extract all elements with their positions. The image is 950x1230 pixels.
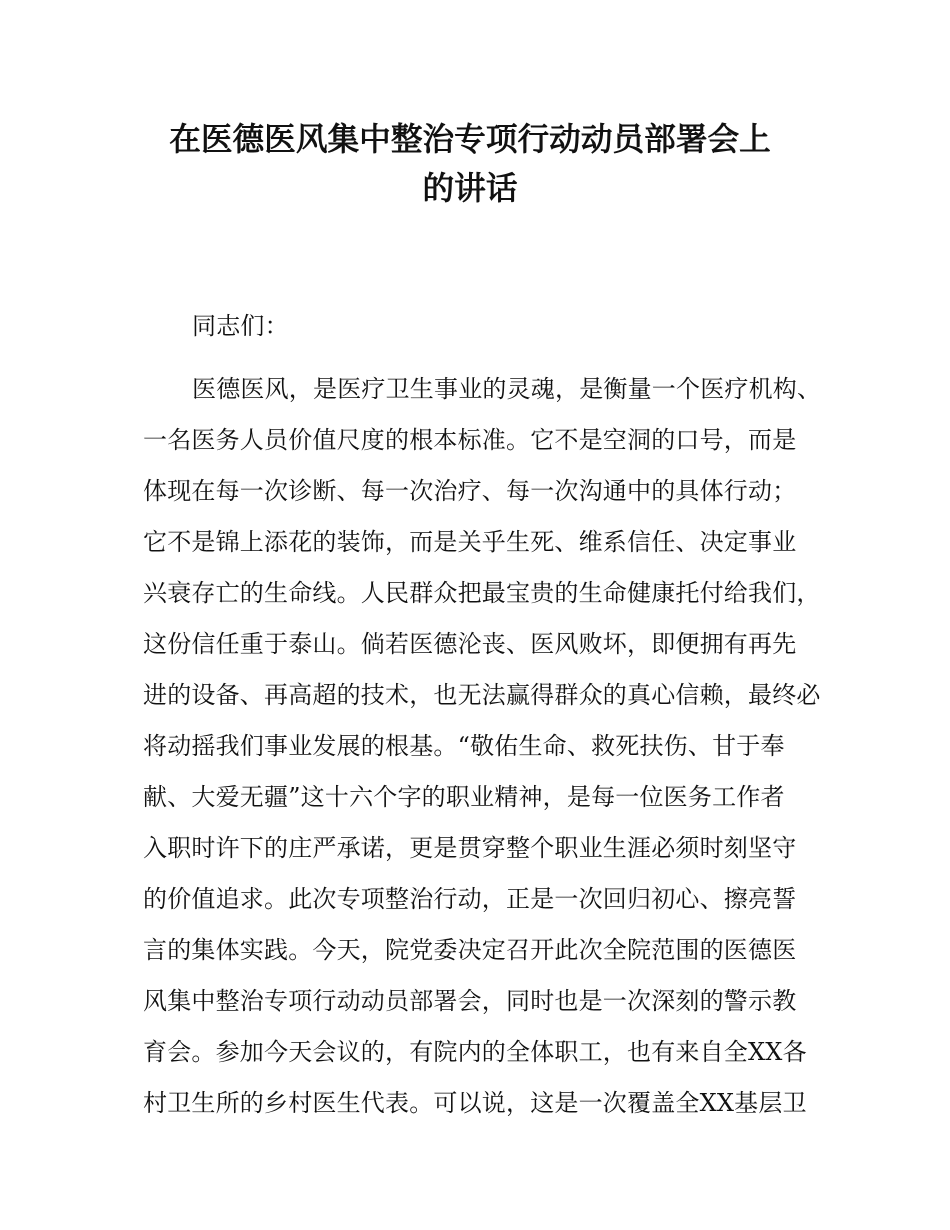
paragraph-line-2: 一名医务人员价值尺度的根本标准。它不是空洞的口号，而是 [143,426,797,454]
document-title-line-2: 的讲话 [422,169,518,207]
salutation: 同志们： [192,312,289,340]
paragraph-line-4: 它不是锦上添花的装饰，而是关乎生死、维系信任、决定事业 [143,528,797,556]
paragraph-line-15: 村卫生所的乡村医生代表。可以说，这是一次覆盖全XX基层卫 [143,1089,807,1117]
paragraph-line-1: 医德医风，是医疗卫生事业的灵魂，是衡量一个医疗机构、 [192,375,822,403]
paragraph-line-7: 进的设备、再高超的技术，也无法赢得群众的真心信赖，最终必 [143,681,821,709]
paragraph-line-11: 的价值追求。此次专项整治行动，正是一次回归初心、擦亮誓 [143,885,797,913]
paragraph-line-14: 育会。参加今天会议的，有院内的全体职工，也有来自全XX各 [143,1038,807,1066]
paragraph-line-3: 体现在每一次诊断、每一次治疗、每一次沟通中的具体行动； [143,477,797,505]
paragraph-line-10: 入职时许下的庄严承诺，更是贯穿整个职业生涯必须时刻坚守 [143,834,797,862]
document-title-line-1: 在医德医风集中整治专项行动动员部署会上 [169,120,771,158]
paragraph-line-12: 言的集体实践。今天，院党委决定召开此次全院范围的医德医 [143,936,797,964]
paragraph-line-9: 献、大爱无疆”这十六个字的职业精神，是每一位医务工作者 [143,783,785,811]
paragraph-line-5: 兴衰存亡的生命线。人民群众把最宝贵的生命健康托付给我们， [143,579,821,607]
paragraph-line-8: 将动摇我们事业发展的根基。“敬佑生命、救死扶伤、甘于奉 [143,732,785,760]
paragraph-line-13: 风集中整治专项行动动员部署会，同时也是一次深刻的警示教 [143,987,797,1015]
paragraph-line-6: 这份信任重于泰山。倘若医德沦丧、医风败坏，即便拥有再先 [143,630,797,658]
